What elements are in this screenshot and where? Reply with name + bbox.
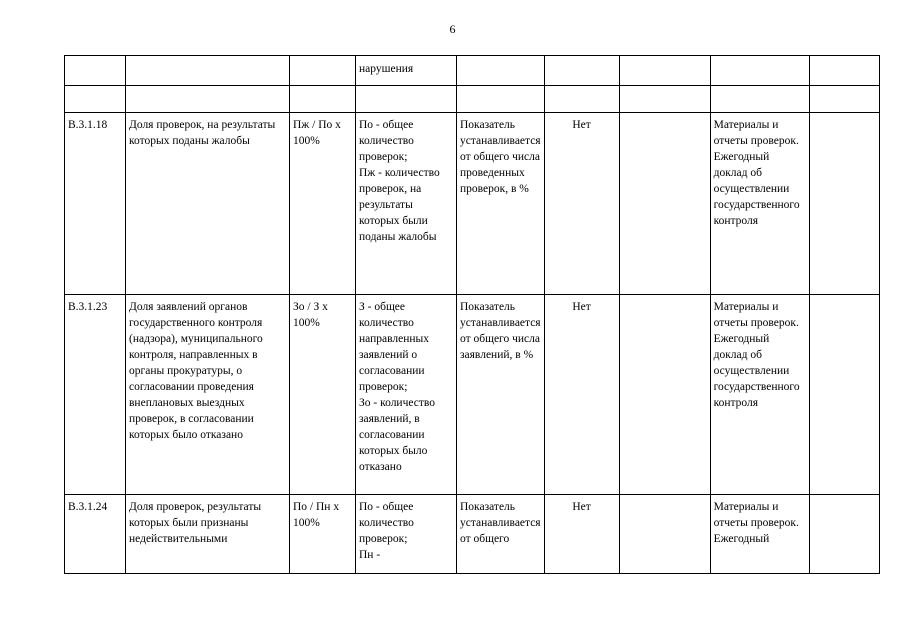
indicator-extra	[809, 295, 879, 495]
indicator-source: Материалы и отчеты проверок. Ежегодный доклад об осуществлении государственного контроля	[710, 295, 809, 495]
table-cell	[65, 86, 126, 113]
page-number: 6	[449, 22, 456, 36]
table-cell	[619, 86, 710, 113]
indicators-table	[64, 55, 880, 574]
table-row	[65, 113, 880, 295]
indicator-extra	[809, 495, 879, 574]
indicator-empty	[619, 113, 710, 295]
table-cell	[457, 86, 545, 113]
table-row	[65, 495, 880, 574]
table-cell	[710, 86, 809, 113]
indicator-name: Доля проверок, результаты которых были признаны недействительными	[126, 495, 290, 574]
table-cell	[809, 56, 879, 86]
indicator-flag: Нет	[544, 113, 619, 295]
indicator-code: В.3.1.18	[65, 113, 126, 295]
indicator-note: Показатель устанавливается от общего числа проведенных проверок, в %	[457, 113, 545, 295]
indicator-source: Материалы и отчеты проверок. Ежегодный	[710, 495, 809, 574]
indicator-code: В.3.1.23	[65, 295, 126, 495]
indicator-flag: Нет	[544, 295, 619, 495]
indicator-formula: По / Пн х 100%	[290, 495, 356, 574]
indicator-formula: Зо / З х 100%	[290, 295, 356, 495]
continuation-cell: нарушения	[356, 56, 457, 86]
table-cell	[356, 86, 457, 113]
indicator-source: Материалы и отчеты проверок. Ежегодный доклад об осуществлении государственного контроля	[710, 113, 809, 295]
indicator-formula: Пж / По х 100%	[290, 113, 356, 295]
indicator-name: Доля заявлений органов государственного контроля (надзора), муниципального контроля, направленных в органы прокуратуры, о согласовании проведения внеплановых выездных проверок, в согласовании которых было отказано	[126, 295, 290, 495]
table-cell	[544, 86, 619, 113]
table-cell	[290, 56, 356, 86]
indicator-empty	[619, 495, 710, 574]
table-row-continuation	[65, 56, 880, 86]
indicator-variables: По - общее количество проверок; Пн -	[356, 495, 457, 574]
table-cell	[544, 56, 619, 86]
indicator-extra	[809, 113, 879, 295]
table-row-spacer	[65, 86, 880, 113]
table-cell	[809, 86, 879, 113]
table-cell	[65, 56, 126, 86]
indicator-code: В.3.1.24	[65, 495, 126, 574]
table-cell	[290, 86, 356, 113]
table-cell	[457, 56, 545, 86]
table-cell	[126, 56, 290, 86]
table-row	[65, 295, 880, 495]
indicator-flag: Нет	[544, 495, 619, 574]
indicator-note: Показатель устанавливается от общего числа заявлений, в %	[457, 295, 545, 495]
indicator-note: Показатель устанавливается от общего	[457, 495, 545, 574]
indicator-empty	[619, 295, 710, 495]
indicator-variables: По - общее количество проверок; Пж - количество проверок, на результаты которых были поданы жалобы	[356, 113, 457, 295]
indicator-variables: З - общее количество направленных заявлений о согласовании проверок; Зо - количество заявлений, в согласовании которых было отказано	[356, 295, 457, 495]
table-cell	[710, 56, 809, 86]
indicator-name: Доля проверок, на результаты которых поданы жалобы	[126, 113, 290, 295]
table-cell	[619, 56, 710, 86]
table-cell	[126, 86, 290, 113]
